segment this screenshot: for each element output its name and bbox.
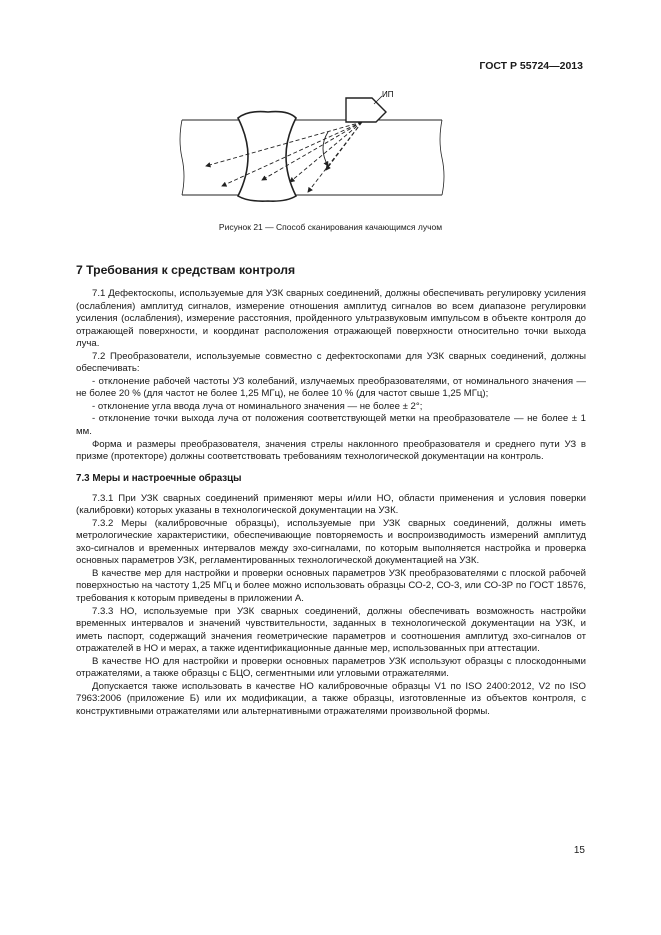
paragraph: В качестве мер для настройки и проверки основных параметров УЗК преобразователями с плоской рабочей поверхностью на частоту 1,25 МГц и более можно использовать образцы СО-2, СО-3, или СО-3Р по ГОСТ 18576, требования к которым приведены в приложении А. (76, 567, 586, 605)
paragraph: В качестве НО для настройки и проверки основных параметров УЗК используют образцы с плоскодонными отражателями, а также образцы с БЦО, сегментными или угловыми отражателями. (76, 655, 586, 680)
subsection-title: 7.3 Меры и настроечные образцы (76, 472, 242, 484)
probe-leader (374, 96, 382, 104)
beam-6 (326, 122, 362, 170)
paragraph: 7.3.1 При УЗК сварных соединений применяют меры и/или НО, области применения и условия поверки (калибровки) которых указаны в технологической документации на УЗК. (76, 492, 586, 517)
paragraph: 7.3.2 Меры (калибровочные образцы), используемые при УЗК сварных соединений, должны иметь метрологические характеристики, обеспечивающие повторяемость и воспроизводимость измерений амплитуд эхо-сигналов и временных интервалов между эхо-сигналами, по которым выполняется настройка и проверка основных параметров УЗК, регламентированных технологической документацией на УЗК. (76, 517, 586, 567)
paragraph: 7.1 Дефектоскопы, используемые для УЗК сварных соединений, должны обеспечивать регулировку усиления (ослабления) амплитуд сигналов, измерение отношения амплитуд сигналов во всем диапазоне регулировки усиления (ослабления), измерение расстояния, пройденного ультразвуковым импульсом в объекте контроля до отражающей поверхности, и координат расположения отражающей поверхности относительно точки выхода луча. (76, 288, 586, 350)
weld-seam (238, 112, 296, 202)
list-item: - отклонение точки выхода луча от положения соответствующей метки на преобразователе — не более ± 1 мм. (76, 413, 586, 438)
plate-left-break (180, 120, 184, 195)
scanning-figure (150, 88, 470, 206)
figure-caption: Рисунок 21 — Способ сканирования качающимся лучом (218, 222, 443, 232)
paragraph: 7.2 Преобразователи, используемые совместно с дефектоскопами для УЗК сварных соединений, должны обеспечивать: (76, 350, 586, 375)
paragraph: Допускается также использовать в качестве НО калибровочные образцы V1 по ISO 2400:2012, V2 по ISO 7963:2006 (приложение Б) или их модификации, а также образцы, изготовленные из объектов контроля, с конструктивными отражателями или альтернативными отражателями произвольной формы. (76, 680, 586, 717)
probe (346, 98, 386, 122)
plate-right-break (440, 120, 444, 195)
swing-arc (323, 132, 328, 166)
list-item: - отклонение рабочей частоты УЗ колебаний, излучаемых преобразователями, от номинального значения — не более 20 % (для частот не более 1,25 МГц), не более 10 % (для частот свыше 1,25 МГц); (76, 375, 586, 400)
section-title: 7 Требования к средствам контроля (76, 263, 296, 277)
probe-label: ИП (382, 90, 394, 99)
beam-4 (290, 122, 362, 182)
page-body (76, 262, 586, 719)
paragraph: 7.3.3 НО, используемые при УЗК сварных соединений, должны обеспечивать возможность настройки временных интервалов и значений чувствительности, заданных в технологической документации на УЗК, и иметь паспорт, содержащий значения геометрические параметров и соотношения амплитуд эхо-сигналов от отражателей в НО и мерах, а также идентификационные данные мер, использованных при аттестации. (76, 605, 586, 655)
document-header: ГОСТ Р 55724—2013 (479, 60, 583, 72)
paragraph: Форма и размеры преобразователя, значения стрелы наклонного преобразователя и среднего пути УЗ в призме (протекторе) должны соответствовать требованиям технологической документации на контроль. (76, 438, 586, 463)
list-item: - отклонение угла ввода луча от номинального значения — не более ± 2°; (92, 400, 423, 412)
page-number: 15 (573, 845, 585, 856)
